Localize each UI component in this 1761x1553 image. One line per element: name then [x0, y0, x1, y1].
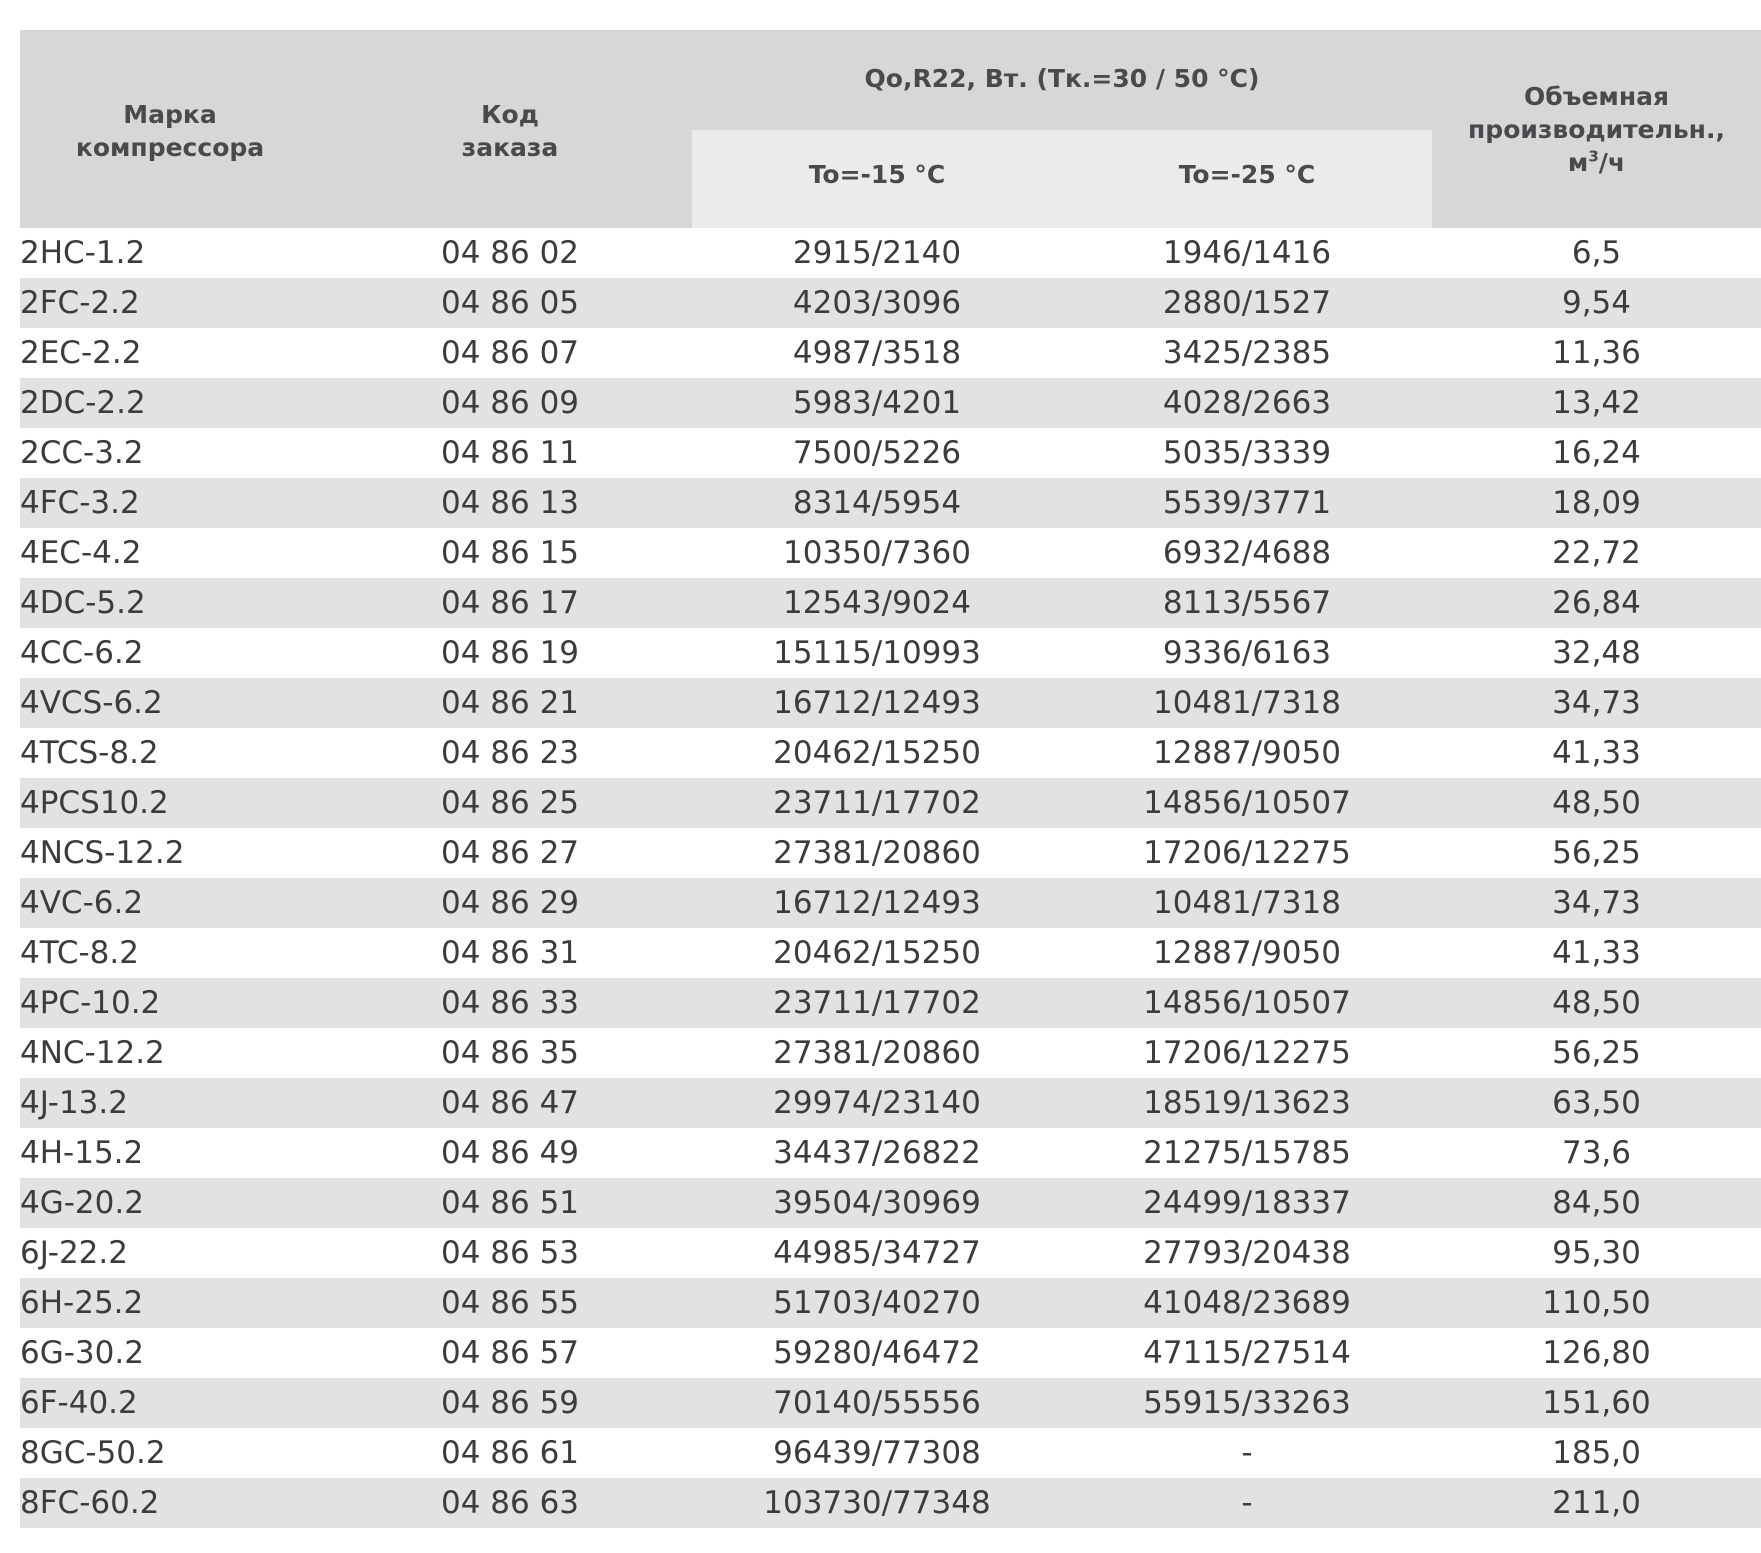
cell-order-code: 04 86 33	[440, 985, 580, 1021]
table-row	[20, 328, 1761, 378]
cell-qo-to-minus15: 10350/7360	[783, 535, 971, 571]
cell-qo-to-minus25: 10481/7318	[1153, 685, 1341, 721]
cell-volume-capacity: 41,33	[1552, 935, 1641, 971]
table-row	[20, 1328, 1761, 1378]
table-row	[20, 1428, 1761, 1478]
table-row	[20, 878, 1761, 928]
cell-qo-to-minus25: 2880/1527	[1162, 285, 1332, 321]
cell-compressor-brand: 4TCS-8.2	[20, 735, 159, 771]
table-header	[20, 30, 1761, 228]
cell-qo-to-minus25: 41048/23689	[1143, 1285, 1351, 1321]
cell-compressor-brand: 4PCS10.2	[20, 785, 169, 821]
cell-compressor-brand: 4CC-6.2	[20, 635, 144, 671]
cell-qo-to-minus15: 20462/15250	[773, 935, 981, 971]
cell-volume-capacity: 11,36	[1552, 335, 1641, 371]
cell-volume-capacity: 110,50	[1542, 1285, 1651, 1321]
cell-qo-to-minus15: 70140/55556	[773, 1385, 981, 1421]
cell-volume-capacity: 185,0	[1552, 1435, 1641, 1471]
cell-compressor-brand: 6F-40.2	[20, 1385, 138, 1421]
cell-order-code: 04 86 13	[440, 485, 580, 521]
cell-compressor-brand: 4H-15.2	[20, 1135, 144, 1171]
cell-order-code: 04 86 19	[440, 635, 580, 671]
cell-qo-to-minus15: 2915/2140	[792, 235, 962, 271]
cell-compressor-brand: 4VCS-6.2	[20, 685, 163, 721]
cell-order-code: 04 86 02	[440, 235, 580, 271]
table-row	[20, 778, 1761, 828]
cell-compressor-brand: 2CC-3.2	[20, 435, 144, 471]
cell-compressor-brand: 4PC-10.2	[20, 985, 161, 1021]
cell-qo-to-minus25: 12887/9050	[1153, 735, 1341, 771]
cell-volume-capacity: 126,80	[1542, 1335, 1651, 1371]
cell-order-code: 04 86 29	[440, 885, 580, 921]
table-row	[20, 1028, 1761, 1078]
cell-order-code: 04 86 51	[440, 1185, 580, 1221]
cell-compressor-brand: 6H-25.2	[20, 1285, 144, 1321]
cell-compressor-brand: 2EC-2.2	[20, 335, 142, 371]
table-row	[20, 428, 1761, 478]
table-row	[20, 1278, 1761, 1328]
cell-volume-capacity: 48,50	[1552, 985, 1641, 1021]
cell-qo-to-minus15: 7500/5226	[792, 435, 962, 471]
cell-order-code: 04 86 15	[440, 535, 580, 571]
cell-volume-capacity: 13,42	[1552, 385, 1641, 421]
cell-qo-to-minus25: 27793/20438	[1143, 1235, 1351, 1271]
table-row	[20, 278, 1761, 328]
table-body	[20, 228, 1761, 1528]
cell-order-code: 04 86 07	[440, 335, 580, 371]
cell-qo-to-minus15: 59280/46472	[773, 1335, 981, 1371]
cell-volume-capacity: 18,09	[1552, 485, 1641, 521]
cell-volume-capacity: 26,84	[1552, 585, 1641, 621]
cell-volume-capacity: 95,30	[1552, 1235, 1641, 1271]
cell-qo-to-minus25: 47115/27514	[1143, 1335, 1351, 1371]
cell-qo-to-minus25: 10481/7318	[1153, 885, 1341, 921]
cell-volume-capacity: 84,50	[1552, 1185, 1641, 1221]
cell-qo-to-minus15: 39504/30969	[773, 1185, 981, 1221]
table-row	[20, 828, 1761, 878]
table-row	[20, 728, 1761, 778]
cell-qo-to-minus15: 103730/77348	[763, 1485, 991, 1521]
cell-volume-capacity: 22,72	[1552, 535, 1641, 571]
cell-qo-to-minus25: 1946/1416	[1162, 235, 1332, 271]
cell-order-code: 04 86 17	[440, 585, 580, 621]
cell-qo-to-minus25: 4028/2663	[1162, 385, 1332, 421]
cell-compressor-brand: 8FC-60.2	[20, 1485, 160, 1521]
cell-qo-to-minus15: 15115/10993	[773, 635, 981, 671]
table-row	[20, 578, 1761, 628]
table-row	[20, 478, 1761, 528]
cell-volume-capacity: 16,24	[1552, 435, 1641, 471]
cell-order-code: 04 86 59	[440, 1385, 580, 1421]
cell-qo-to-minus25: 18519/13623	[1143, 1085, 1351, 1121]
table-row	[20, 528, 1761, 578]
cell-compressor-brand: 4G-20.2	[20, 1185, 144, 1221]
table-row	[20, 1178, 1761, 1228]
cell-qo-to-minus25: 55915/33263	[1143, 1385, 1351, 1421]
cell-order-code: 04 86 61	[440, 1435, 580, 1471]
cell-qo-to-minus15: 27381/20860	[773, 1035, 981, 1071]
header-to-minus15: To=-15 °С	[808, 160, 946, 189]
cell-compressor-brand: 2DC-2.2	[20, 385, 146, 421]
cell-qo-to-minus25: -	[1241, 1435, 1253, 1471]
cell-qo-to-minus25: 14856/10507	[1143, 985, 1351, 1021]
cell-compressor-brand: 6J-22.2	[20, 1235, 128, 1271]
table-row	[20, 1078, 1761, 1128]
cell-qo-to-minus25: 17206/12275	[1143, 1035, 1351, 1071]
cell-volume-capacity: 63,50	[1552, 1085, 1641, 1121]
cell-order-code: 04 86 31	[440, 935, 580, 971]
header-qo-capacity: Qo,R22, Вт. (Тк.=30 / 50 °С)	[864, 64, 1260, 93]
cell-volume-capacity: 56,25	[1552, 835, 1641, 871]
table-row	[20, 1478, 1761, 1528]
cell-qo-to-minus25: 5539/3771	[1162, 485, 1332, 521]
cell-volume-capacity: 48,50	[1552, 785, 1641, 821]
cell-qo-to-minus15: 23711/17702	[773, 985, 981, 1021]
cell-qo-to-minus25: 3425/2385	[1162, 335, 1332, 371]
cell-qo-to-minus25: 5035/3339	[1162, 435, 1332, 471]
cell-qo-to-minus15: 20462/15250	[773, 735, 981, 771]
cell-order-code: 04 86 27	[440, 835, 580, 871]
cell-qo-to-minus25: 21275/15785	[1143, 1135, 1351, 1171]
cell-qo-to-minus15: 44985/34727	[773, 1235, 981, 1271]
cell-order-code: 04 86 57	[440, 1335, 580, 1371]
cell-order-code: 04 86 11	[440, 435, 580, 471]
cell-qo-to-minus25: 14856/10507	[1143, 785, 1351, 821]
cell-compressor-brand: 8GC-50.2	[20, 1435, 166, 1471]
cell-qo-to-minus15: 96439/77308	[773, 1435, 981, 1471]
cell-order-code: 04 86 47	[440, 1085, 580, 1121]
table-row	[20, 678, 1761, 728]
cell-order-code: 04 86 23	[440, 735, 580, 771]
cell-volume-capacity: 41,33	[1552, 735, 1641, 771]
cell-qo-to-minus25: 9336/6163	[1162, 635, 1332, 671]
cell-qo-to-minus25: 8113/5567	[1162, 585, 1332, 621]
cell-qo-to-minus15: 16712/12493	[773, 685, 981, 721]
cell-volume-capacity: 151,60	[1542, 1385, 1651, 1421]
cell-order-code: 04 86 09	[440, 385, 580, 421]
cell-volume-capacity: 6,5	[1571, 235, 1622, 271]
cell-qo-to-minus25: 24499/18337	[1143, 1185, 1351, 1221]
cell-volume-capacity: 211,0	[1552, 1485, 1641, 1521]
cell-compressor-brand: 4TC-8.2	[20, 935, 139, 971]
cell-compressor-brand: 4NCS-12.2	[20, 835, 185, 871]
cell-volume-capacity: 32,48	[1552, 635, 1641, 671]
cell-compressor-brand: 4EC-4.2	[20, 535, 142, 571]
table-row	[20, 1228, 1761, 1278]
cell-compressor-brand: 6G-30.2	[20, 1335, 144, 1371]
cell-volume-capacity: 56,25	[1552, 1035, 1641, 1071]
cell-order-code: 04 86 49	[440, 1135, 580, 1171]
cell-qo-to-minus15: 4203/3096	[792, 285, 962, 321]
cell-qo-to-minus25: 17206/12275	[1143, 835, 1351, 871]
cell-compressor-brand: 4VC-6.2	[20, 885, 144, 921]
table-row	[20, 1128, 1761, 1178]
cell-qo-to-minus15: 5983/4201	[792, 385, 962, 421]
cell-order-code: 04 86 63	[440, 1485, 580, 1521]
cell-compressor-brand: 4FC-3.2	[20, 485, 140, 521]
table-row	[20, 978, 1761, 1028]
header-volume-capacity: Объемная производительн., $м^3/ч$	[1468, 82, 1725, 177]
cell-qo-to-minus25: 6932/4688	[1162, 535, 1332, 571]
cell-qo-to-minus15: 8314/5954	[792, 485, 962, 521]
cell-volume-capacity: 34,73	[1552, 685, 1641, 721]
cell-order-code: 04 86 25	[440, 785, 580, 821]
compressor-table	[20, 30, 1761, 1530]
cell-compressor-brand: 2HC-1.2	[20, 235, 146, 271]
cell-qo-to-minus15: 16712/12493	[773, 885, 981, 921]
cell-qo-to-minus25: 12887/9050	[1153, 935, 1341, 971]
cell-compressor-brand: 4J-13.2	[20, 1085, 128, 1121]
cell-order-code: 04 86 21	[440, 685, 580, 721]
header-to-minus25: To=-25 °С	[1178, 160, 1316, 189]
cell-qo-to-minus15: 27381/20860	[773, 835, 981, 871]
cell-order-code: 04 86 53	[440, 1235, 580, 1271]
cell-compressor-brand: 4NC-12.2	[20, 1035, 165, 1071]
cell-qo-to-minus15: 51703/40270	[773, 1285, 981, 1321]
cell-qo-to-minus25: -	[1241, 1485, 1253, 1521]
cell-qo-to-minus15: 23711/17702	[773, 785, 981, 821]
cell-qo-to-minus15: 12543/9024	[783, 585, 971, 621]
table-row	[20, 928, 1761, 978]
cell-volume-capacity: 9,54	[1561, 285, 1632, 321]
cell-volume-capacity: 73,6	[1561, 1135, 1632, 1171]
cell-compressor-brand: 4DC-5.2	[20, 585, 146, 621]
cell-order-code: 04 86 55	[440, 1285, 580, 1321]
table-row	[20, 1378, 1761, 1428]
table-row	[20, 378, 1761, 428]
table-row	[20, 228, 1761, 278]
cell-volume-capacity: 34,73	[1552, 885, 1641, 921]
cell-order-code: 04 86 35	[440, 1035, 580, 1071]
cell-qo-to-minus15: 4987/3518	[792, 335, 962, 371]
table-row	[20, 628, 1761, 678]
cell-qo-to-minus15: 29974/23140	[773, 1085, 981, 1121]
cell-order-code: 04 86 05	[440, 285, 580, 321]
header-compressor-brand: Марка компрессора	[75, 100, 265, 162]
header-order-code: Код заказа	[461, 100, 559, 162]
cell-compressor-brand: 2FC-2.2	[20, 285, 140, 321]
cell-qo-to-minus15: 34437/26822	[773, 1135, 981, 1171]
